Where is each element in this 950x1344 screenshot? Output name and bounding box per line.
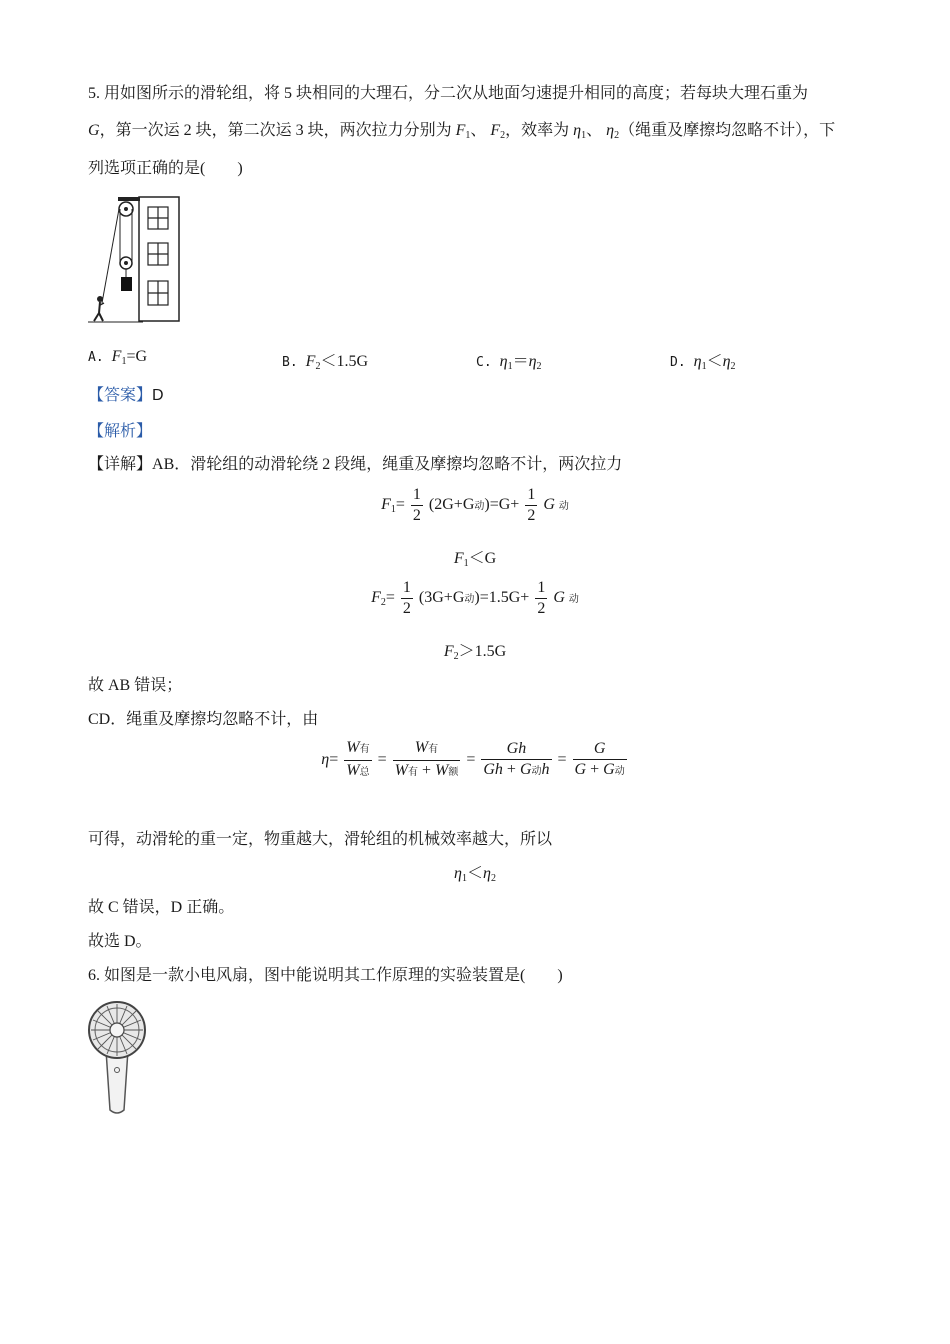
handheld-fan-figure — [86, 1000, 148, 1118]
final-choice: 故选 D。 — [88, 933, 152, 950]
q5-line1: 5. 用如图所示的滑轮组，将 5 块相同的大理石，分二次从地面匀速提升相同的高度；若每块大理石重为 — [88, 85, 809, 102]
eta-relation: $\eta_1<\eta_2$ — [454, 865, 496, 884]
q6-text: 6. 如图是一款小电风扇，图中能说明其工作原理的实验装置是( ) — [88, 967, 563, 984]
equation-f2: $F_2=$ $\frac{1}{2}$ (3G+G动)=1.5G+ $\frac{1}{2}$ G 动 — [371, 579, 579, 617]
efficiency-formula: η= $\frac{\text{W有}}{\text{W总}}$ = $\frac{\text{W有}}{\text{W有 + W额}}$ = $\frac{Gh}{\text{Gh + G动h}}$ = $\frac{G}{\text{G + G动}}$ — [321, 739, 625, 779]
q5-line3: 列选项正确的是( ) — [88, 160, 243, 177]
option-d: D. $\eta_1<\eta_2$ — [670, 353, 736, 372]
pulley-building-figure — [88, 195, 183, 325]
equation-f1: $F_1=$ $\frac{1}{2}$ (2G+G动)=G+ $\frac{1}{2}$ G 动 — [381, 486, 569, 524]
analysis-tag: 【解析】 — [88, 423, 153, 440]
option-a: A. $F_1=G$ — [88, 348, 148, 367]
q5-line2: G，第一次运 2 块，第二次运 3 块，两次拉力分别为 $F_1$、 $F_2$，效率为 $\eta_1$、 $\eta_2$（绳重及摩擦均忽略不计），下 — [88, 122, 836, 141]
answer-line: 【答案】D — [88, 387, 164, 404]
inequality-f2: $F_2>1.5G$ — [443, 643, 507, 662]
cd-intro: CD．绳重及摩擦均忽略不计，由 — [88, 711, 319, 728]
inequality-f1: $F_1<G$ — [453, 550, 497, 569]
cd-reason: 可得，动滑轮的重一定，物重越大，滑轮组的机械效率越大，所以 — [88, 831, 553, 848]
conclusion-cd: 故 C 错误，D 正确。 — [88, 899, 235, 916]
option-b: B. $F_2<1.5G$ — [282, 353, 368, 372]
conclusion-ab: 故 AB 错误； — [88, 677, 183, 694]
detail-line1: 【详解】AB．滑轮组的动滑轮绕 2 段绳，绳重及摩擦均忽略不计，两次拉力 — [88, 456, 623, 473]
option-c: C. $\eta_1=\eta_2$ — [476, 353, 542, 372]
